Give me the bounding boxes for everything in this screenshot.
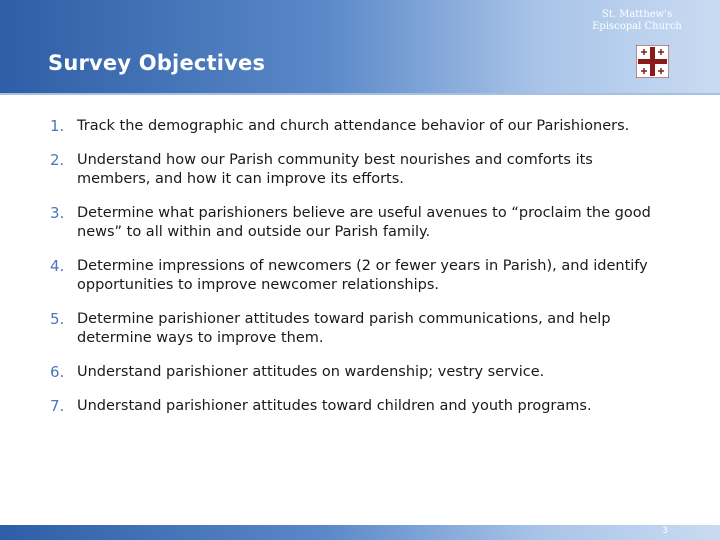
objective-number: 2. <box>50 151 65 169</box>
objective-item <box>50 363 670 382</box>
objective-number: 1. <box>50 117 65 135</box>
objective-item <box>50 310 670 348</box>
objective-number: 6. <box>50 363 65 381</box>
objective-item <box>50 397 670 416</box>
church-cross-logo-icon <box>636 45 669 78</box>
objective-item <box>50 204 670 242</box>
objective-text: Determine parishioner attitudes toward parish communications, and help determine ways to improve them. <box>77 311 611 346</box>
header-divider <box>0 93 720 95</box>
objectives-list <box>50 117 670 416</box>
objective-number: 3. <box>50 204 65 222</box>
objective-item <box>50 257 670 295</box>
objective-text: Understand parishioner attitudes on wardenship; vestry service. <box>77 364 545 380</box>
header-banner <box>0 0 720 93</box>
objective-text: Determine what parishioners believe are useful avenues to “proclaim the good news” to all within and outside our Parish family. <box>77 205 651 240</box>
church-name-line1: St. Matthew's <box>601 9 673 20</box>
footer-bar <box>0 525 720 540</box>
objective-number: 4. <box>50 257 65 275</box>
objective-text: Understand parishioner attitudes toward children and youth programs. <box>77 398 592 414</box>
slide-title: Survey Objectives <box>48 51 266 75</box>
objective-item <box>50 117 670 136</box>
objective-number: 7. <box>50 397 65 415</box>
objective-text: Determine impressions of newcomers (2 or fewer years in Parish), and identify opportunities to improve newcomer relationships. <box>77 258 648 293</box>
page-number: 3 <box>662 526 668 536</box>
church-name-line2: Episcopal Church <box>592 21 682 32</box>
objective-text: Track the demographic and church attendance behavior of our Parishioners. <box>77 118 630 134</box>
objective-number: 5. <box>50 310 65 328</box>
objective-item <box>50 151 670 189</box>
church-name <box>582 9 692 33</box>
objective-text: Understand how our Parish community best nourishes and comforts its members, and how it can improve its efforts. <box>77 152 593 187</box>
